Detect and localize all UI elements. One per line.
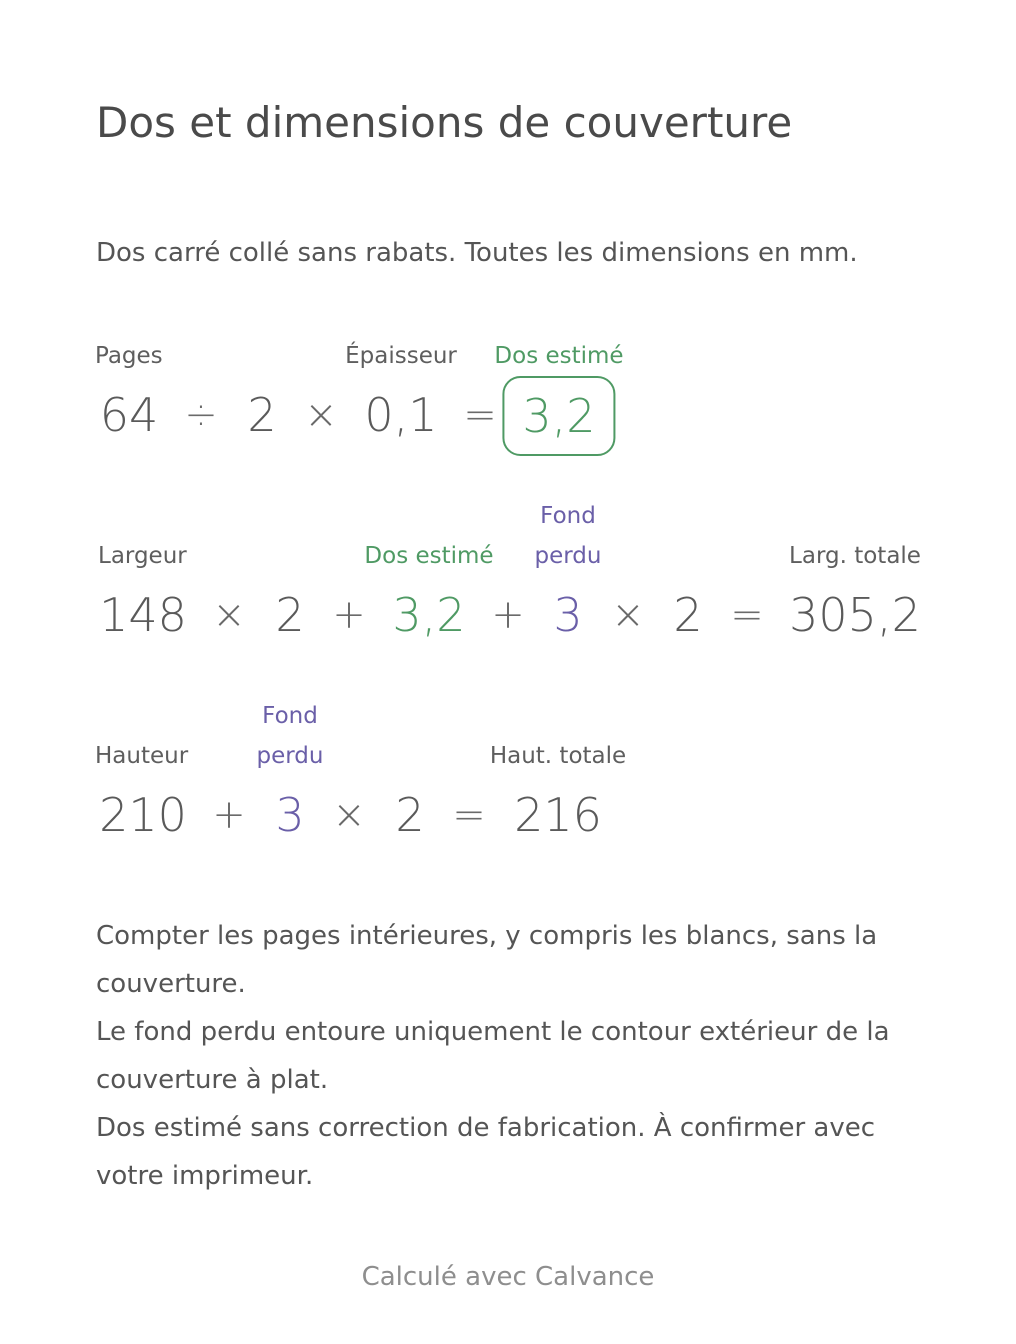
thickness-label: Épaisseur: [345, 343, 457, 369]
times-operator: ×: [304, 392, 338, 438]
bleed-label-line1: Fond: [540, 503, 596, 529]
total-height-label: Haut. totale: [489, 743, 627, 769]
height-label: Hauteur: [95, 743, 189, 769]
plus-operator: +: [332, 592, 366, 638]
bleed-label-line2: perdu: [256, 743, 324, 769]
footer-credit: Calculé avec Calvance: [361, 1262, 655, 1292]
height-value: 210: [99, 788, 187, 842]
plus-operator: +: [491, 592, 525, 638]
pages-value: 64: [99, 388, 159, 442]
times-operator: ×: [212, 592, 246, 638]
subtitle: Dos carré collé sans rabats. Toutes les dimensions en mm.: [96, 238, 858, 268]
total-height-value: 216: [514, 788, 602, 842]
divisor-value: 2: [247, 388, 277, 442]
spine-label: Dos estimé: [494, 343, 624, 369]
spine-result: 3,2: [502, 376, 615, 456]
total-width-value: 305,2: [789, 588, 921, 642]
multiplier-value: 2: [275, 588, 305, 642]
bleed-value: 3: [553, 588, 583, 642]
note-bleed: Le fond perdu entoure uniquement le contour extérieur de la couverture à plat.: [96, 1017, 890, 1095]
notes: [96, 912, 916, 1200]
bleed-value: 3: [275, 788, 305, 842]
equals-operator: =: [452, 792, 486, 838]
spine-value: 3,2: [392, 588, 466, 642]
divide-operator: ÷: [184, 392, 218, 438]
bleed-label-line2: perdu: [534, 543, 602, 569]
times-operator: ×: [611, 592, 645, 638]
times-operator: ×: [332, 792, 366, 838]
thickness-value: 0,1: [364, 388, 438, 442]
equals-operator: =: [463, 392, 497, 438]
plus-operator: +: [212, 792, 246, 838]
pages-label: Pages: [95, 343, 163, 369]
bleed-label-line1: Fond: [262, 703, 318, 729]
equals-operator: =: [730, 592, 764, 638]
page-title: Dos et dimensions de couverture: [96, 98, 793, 147]
note-pages: Compter les pages intérieures, y compris les blancs, sans la couverture.: [96, 921, 878, 999]
spine-label: Dos estimé: [364, 543, 494, 569]
total-width-label: Larg. totale: [789, 543, 921, 569]
multiplier-value: 2: [673, 588, 703, 642]
multiplier-value: 2: [395, 788, 425, 842]
width-value: 148: [99, 588, 187, 642]
note-spine: Dos estimé sans correction de fabrication. À confirmer avec votre imprimeur.: [96, 1113, 876, 1191]
width-label: Largeur: [98, 543, 187, 569]
